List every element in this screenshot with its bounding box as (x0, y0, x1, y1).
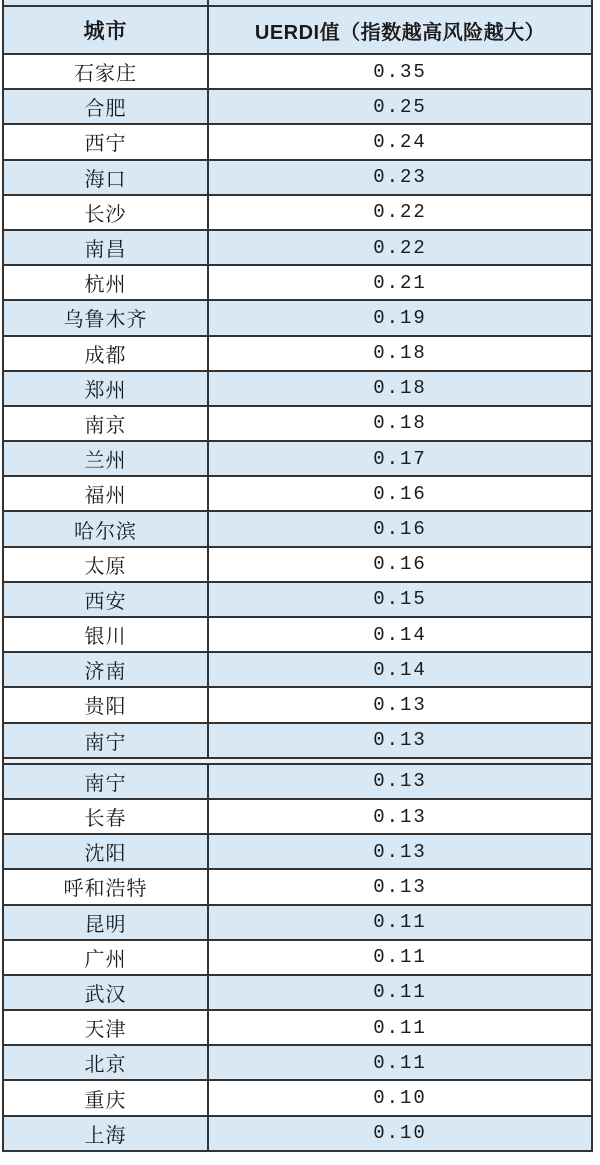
uerdi-value-cell: 0.11 (209, 1046, 591, 1079)
table-row (4, 722, 591, 757)
table-row (4, 405, 591, 440)
uerdi-value-cell: 0.11 (209, 906, 591, 939)
city-cell: 合肥 (4, 90, 209, 123)
city-cell: 武汉 (4, 976, 209, 1009)
table-row (4, 53, 591, 88)
city-cell: 贵阳 (4, 688, 209, 721)
city-cell: 成都 (4, 337, 209, 370)
table-row (4, 123, 591, 158)
uerdi-value-cell: 0.18 (209, 372, 591, 405)
uerdi-value-cell: 0.13 (209, 800, 591, 833)
city-cell: 长春 (4, 800, 209, 833)
table-row (4, 763, 591, 798)
table-row (4, 475, 591, 510)
table-row (4, 1044, 591, 1079)
table-row (4, 904, 591, 939)
city-cell: 南宁 (4, 765, 209, 798)
table-row (4, 833, 591, 868)
table-row (4, 616, 591, 651)
city-cell: 天津 (4, 1011, 209, 1044)
table-row (4, 440, 591, 475)
table-row (4, 868, 591, 903)
table-row (4, 686, 591, 721)
uerdi-value-cell: 0.17 (209, 442, 591, 475)
uerdi-value-cell: 0.15 (209, 583, 591, 616)
city-cell: 银川 (4, 618, 209, 651)
uerdi-value-cell: 0.16 (209, 512, 591, 545)
city-cell: 南京 (4, 407, 209, 440)
table-row (4, 546, 591, 581)
uerdi-value-cell: 0.22 (209, 231, 591, 264)
uerdi-value-cell: 0.10 (209, 1081, 591, 1114)
table-row (4, 1079, 591, 1114)
city-cell: 哈尔滨 (4, 512, 209, 545)
table-row (4, 194, 591, 229)
table-header-row (4, 7, 591, 53)
city-cell: 南昌 (4, 231, 209, 264)
city-cell: 长沙 (4, 196, 209, 229)
uerdi-table (2, 5, 593, 1152)
uerdi-value-cell: 0.18 (209, 407, 591, 440)
table-row (4, 159, 591, 194)
city-cell: 乌鲁木齐 (4, 301, 209, 334)
table-row (4, 651, 591, 686)
uerdi-value-cell: 0.10 (209, 1117, 591, 1150)
uerdi-value-cell: 0.25 (209, 90, 591, 123)
uerdi-value-cell: 0.11 (209, 976, 591, 1009)
uerdi-value-cell: 0.23 (209, 161, 591, 194)
table-row (4, 335, 591, 370)
city-cell: 广州 (4, 941, 209, 974)
city-cell: 北京 (4, 1046, 209, 1079)
city-cell: 西安 (4, 583, 209, 616)
uerdi-value-cell: 0.13 (209, 688, 591, 721)
uerdi-value-cell: 0.35 (209, 55, 591, 88)
uerdi-value-cell: 0.13 (209, 835, 591, 868)
table-row (4, 264, 591, 299)
uerdi-value-cell: 0.14 (209, 653, 591, 686)
city-cell: 太原 (4, 548, 209, 581)
city-column-header: 城市 (4, 7, 209, 53)
uerdi-value-cell: 0.24 (209, 125, 591, 158)
table-row (4, 974, 591, 1009)
table-row (4, 88, 591, 123)
uerdi-value-cell: 0.13 (209, 724, 591, 757)
table-row (4, 1009, 591, 1044)
table-row (4, 370, 591, 405)
uerdi-value-cell: 0.13 (209, 765, 591, 798)
city-cell: 呼和浩特 (4, 870, 209, 903)
uerdi-value-cell: 0.14 (209, 618, 591, 651)
city-cell: 兰州 (4, 442, 209, 475)
uerdi-value-cell: 0.22 (209, 196, 591, 229)
uerdi-value-cell: 0.21 (209, 266, 591, 299)
uerdi-value-cell: 0.16 (209, 477, 591, 510)
table-row (4, 510, 591, 545)
table-row (4, 939, 591, 974)
table-row (4, 798, 591, 833)
table-row (4, 299, 591, 334)
city-cell: 南宁 (4, 724, 209, 757)
city-cell: 西宁 (4, 125, 209, 158)
city-cell: 昆明 (4, 906, 209, 939)
uerdi-value-cell: 0.11 (209, 1011, 591, 1044)
city-cell: 郑州 (4, 372, 209, 405)
city-cell: 石家庄 (4, 55, 209, 88)
table-row (4, 229, 591, 264)
value-column-header: UERDI值（指数越高风险越大） (209, 7, 591, 53)
city-cell: 重庆 (4, 1081, 209, 1114)
uerdi-value-cell: 0.18 (209, 337, 591, 370)
uerdi-value-cell: 0.16 (209, 548, 591, 581)
city-cell: 杭州 (4, 266, 209, 299)
table-row (4, 581, 591, 616)
table-rows (4, 53, 591, 1150)
table-row (4, 1115, 591, 1150)
city-cell: 海口 (4, 161, 209, 194)
city-cell: 福州 (4, 477, 209, 510)
city-cell: 沈阳 (4, 835, 209, 868)
city-cell: 济南 (4, 653, 209, 686)
uerdi-value-cell: 0.13 (209, 870, 591, 903)
uerdi-value-cell: 0.11 (209, 941, 591, 974)
city-cell: 上海 (4, 1117, 209, 1150)
uerdi-value-cell: 0.19 (209, 301, 591, 334)
